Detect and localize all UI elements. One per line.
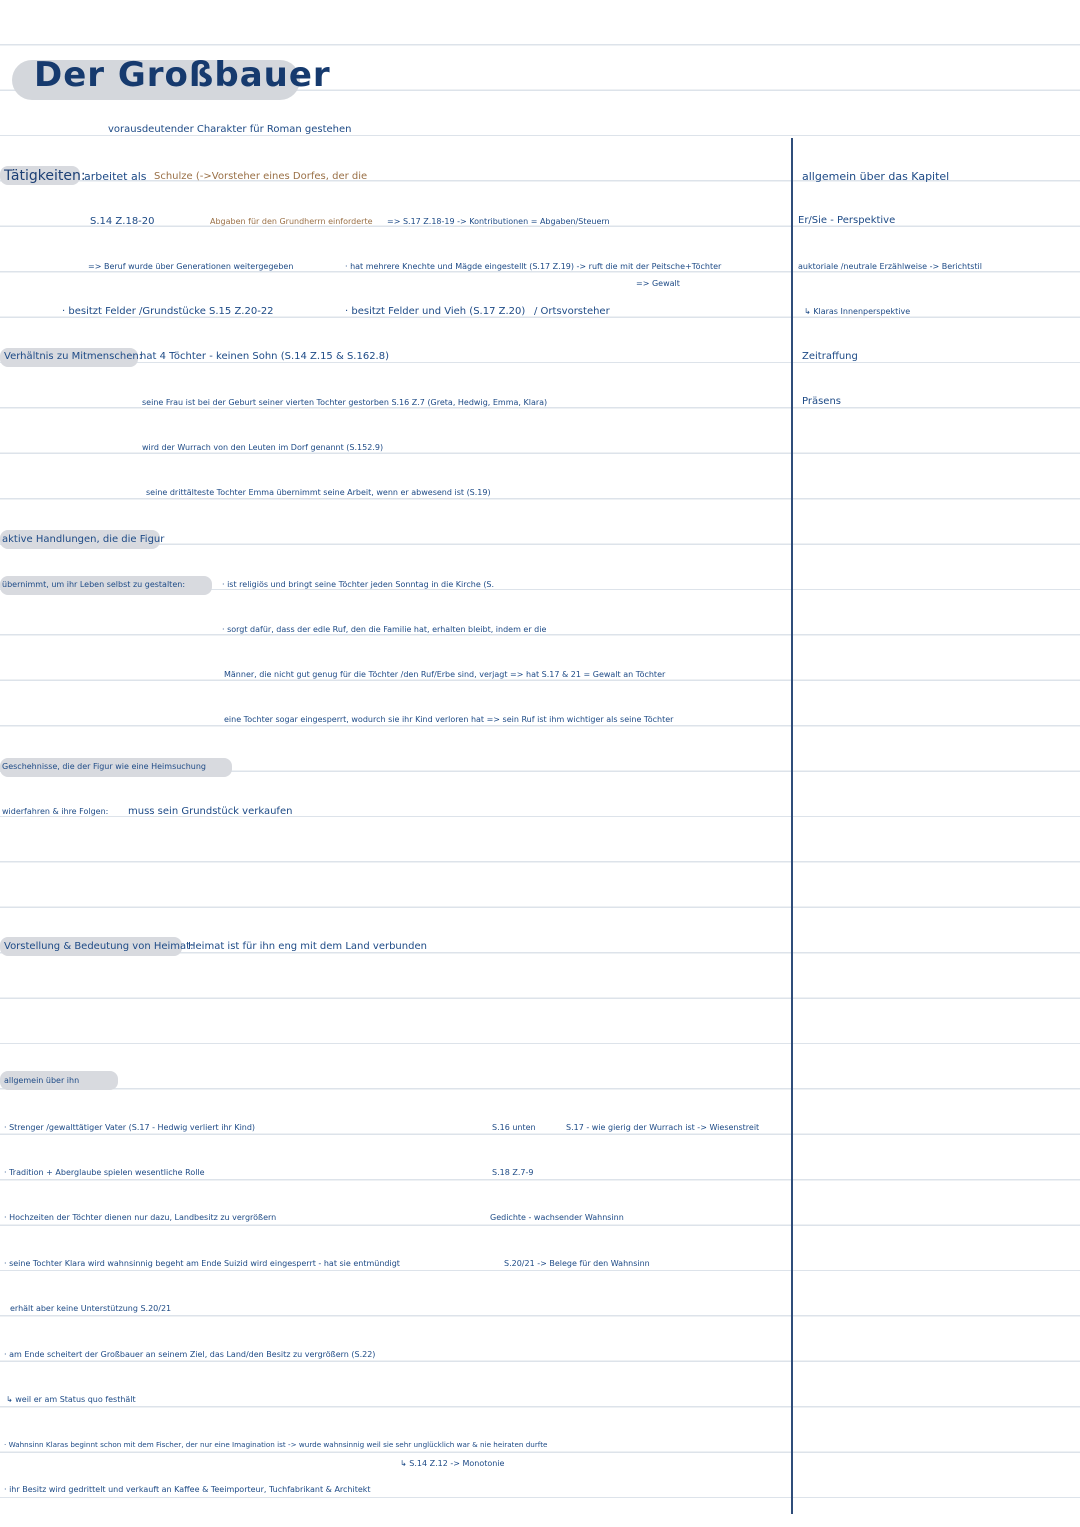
section-label-allgemein: allgemein über ihn — [4, 1076, 80, 1085]
allgemein-ref: S.20/21 -> Belege für den Wahnsinn — [504, 1259, 650, 1268]
taetigkeiten-line2b: Abgaben für den Grundherrn einforderte — [210, 217, 373, 226]
subtitle: vorausdeutender Charakter für Roman gestehen — [108, 124, 352, 135]
taetigkeiten-ref: S.14 Z.18-20 — [90, 216, 155, 227]
verhaeltnis-line4: seine drittälteste Tochter Emma übernimmt seine Arbeit, wenn er abwesend ist (S.19) — [146, 488, 491, 497]
sidebar-item: Zeitraffung — [802, 351, 858, 362]
verhaeltnis-line2: seine Frau ist bei der Geburt seiner vierten Tochter gestorben S.16 Z.7 (Greta, Hedwig, Emma, Klara) — [142, 398, 548, 407]
section-label-aktive-b: übernimmt, um ihr Leben selbst zu gestalten: — [2, 580, 186, 589]
aktive-line1: · ist religiös und bringt seine Töchter jeden Sonntag in die Kirche (S. — [222, 580, 495, 589]
allgemein-ref: S.18 Z.7-9 — [492, 1168, 534, 1177]
section-label-geschehnisse-b: widerfahren & ihre Folgen: — [2, 807, 109, 816]
section-label-geschehnisse: Geschehnisse, die der Figur wie eine Heimsuchung — [2, 762, 206, 771]
allgemein-item: · Tradition + Aberglaube spielen wesentliche Rolle — [4, 1168, 205, 1177]
aktive-line2: · sorgt dafür, dass der edle Ruf, den die Familie hat, erhalten bleibt, indem er die — [222, 625, 547, 634]
allgemein-ref: S.16 unten — [492, 1123, 536, 1132]
geschehnisse-line1: muss sein Grundstück verkaufen — [128, 806, 293, 817]
taetigkeiten-line1b: Schulze (->Vorsteher eines Dorfes, der die — [154, 171, 368, 182]
taetigkeiten-line3a: => Beruf wurde über Generationen weitergegeben — [88, 262, 294, 271]
sidebar-item: Er/Sie - Perspektive — [798, 215, 896, 226]
column-divider — [791, 138, 793, 1514]
aktive-line4: eine Tochter sogar eingesperrt, wodurch sie ihr Kind verloren hat => sein Ruf ist ihm wichtiger als seine Töchter — [224, 715, 674, 724]
allgemein-item: ↳ weil er am Status quo festhält — [6, 1395, 136, 1404]
allgemein-item: · seine Tochter Klara wird wahnsinnig begeht am Ende Suizid wird eingesperrt - hat sie entmündigt — [4, 1259, 400, 1268]
taetigkeiten-line4c: / Ortsvorsteher — [534, 306, 610, 317]
allgemein-item: · Strenger /gewalttätiger Vater (S.17 - Hedwig verliert ihr Kind) — [4, 1123, 256, 1132]
allgemein-item: · ihr Besitz wird gedrittelt und verkauft an Kaffee & Teeimporteur, Tuchfabrikant & Architekt — [4, 1485, 371, 1494]
allgemein-ref: Gedichte - wachsender Wahnsinn — [490, 1213, 624, 1222]
taetigkeiten-line1a: arbeitet als — [84, 170, 147, 183]
verhaeltnis-line1: hat 4 Töchter - keinen Sohn (S.14 Z.15 & S.162.8) — [140, 351, 389, 362]
sidebar-item: Präsens — [802, 396, 842, 407]
allgemein-sub-note: ↳ S.14 Z.12 -> Monotonie — [400, 1459, 505, 1468]
taetigkeiten-line3b: · hat mehrere Knechte und Mägde eingestellt (S.17 Z.19) -> ruft die mit der Peitsche+Töchter — [345, 262, 722, 271]
taetigkeiten-line4a: · besitzt Felder /Grundstücke S.15 Z.20-22 — [62, 306, 274, 317]
section-label-heimat: Vorstellung & Bedeutung von Heimat: — [4, 941, 194, 952]
page-title: Der Großbauer — [34, 55, 331, 95]
taetigkeiten-line3-note: => Gewalt — [636, 279, 680, 288]
taetigkeiten-line2c: => S.17 Z.18-19 -> Kontributionen = Abgaben/Steuern — [387, 217, 610, 226]
allgemein-ref: S.17 - wie gierig der Wurrach ist -> Wiesenstreit — [566, 1123, 760, 1132]
sidebar-item: auktoriale /neutrale Erzählweise -> Berichtstil — [798, 262, 982, 271]
aktive-line3: Männer, die nicht gut genug für die Töchter /den Ruf/Erbe sind, verjagt => hat S.17 & 21 = Gewalt an Töchter — [224, 670, 666, 679]
allgemein-item: · Wahnsinn Klaras beginnt schon mit dem Fischer, der nur eine Imagination ist -> wurde wahnsinnig weil sie sehr unglücklich war & nie heiraten durfte — [4, 1440, 548, 1449]
section-label-aktive-a: aktive Handlungen, die die Figur — [2, 534, 165, 545]
sidebar-item: ↳ Klaras Innenperspektive — [804, 307, 911, 316]
verhaeltnis-line3: wird der Wurrach von den Leuten im Dorf genannt (S.152.9) — [142, 443, 384, 452]
allgemein-item: · Hochzeiten der Töchter dienen nur dazu, Landbesitz zu vergrößern — [4, 1213, 277, 1222]
heimat-line1: Heimat ist für ihn eng mit dem Land verbunden — [188, 941, 427, 952]
section-label-verhaeltnis: Verhältnis zu Mitmenschen: — [4, 351, 143, 362]
allgemein-item: · am Ende scheitert der Großbauer an seinem Ziel, das Land/den Besitz zu vergrößern (S.22) — [4, 1350, 376, 1359]
taetigkeiten-line4b: · besitzt Felder und Vieh (S.17 Z.20) — [345, 306, 526, 317]
allgemein-item: erhält aber keine Unterstützung S.20/21 — [10, 1304, 172, 1313]
section-label-taetigkeiten: Tätigkeiten: — [4, 168, 86, 184]
sidebar-item: allgemein über das Kapitel — [802, 170, 950, 183]
